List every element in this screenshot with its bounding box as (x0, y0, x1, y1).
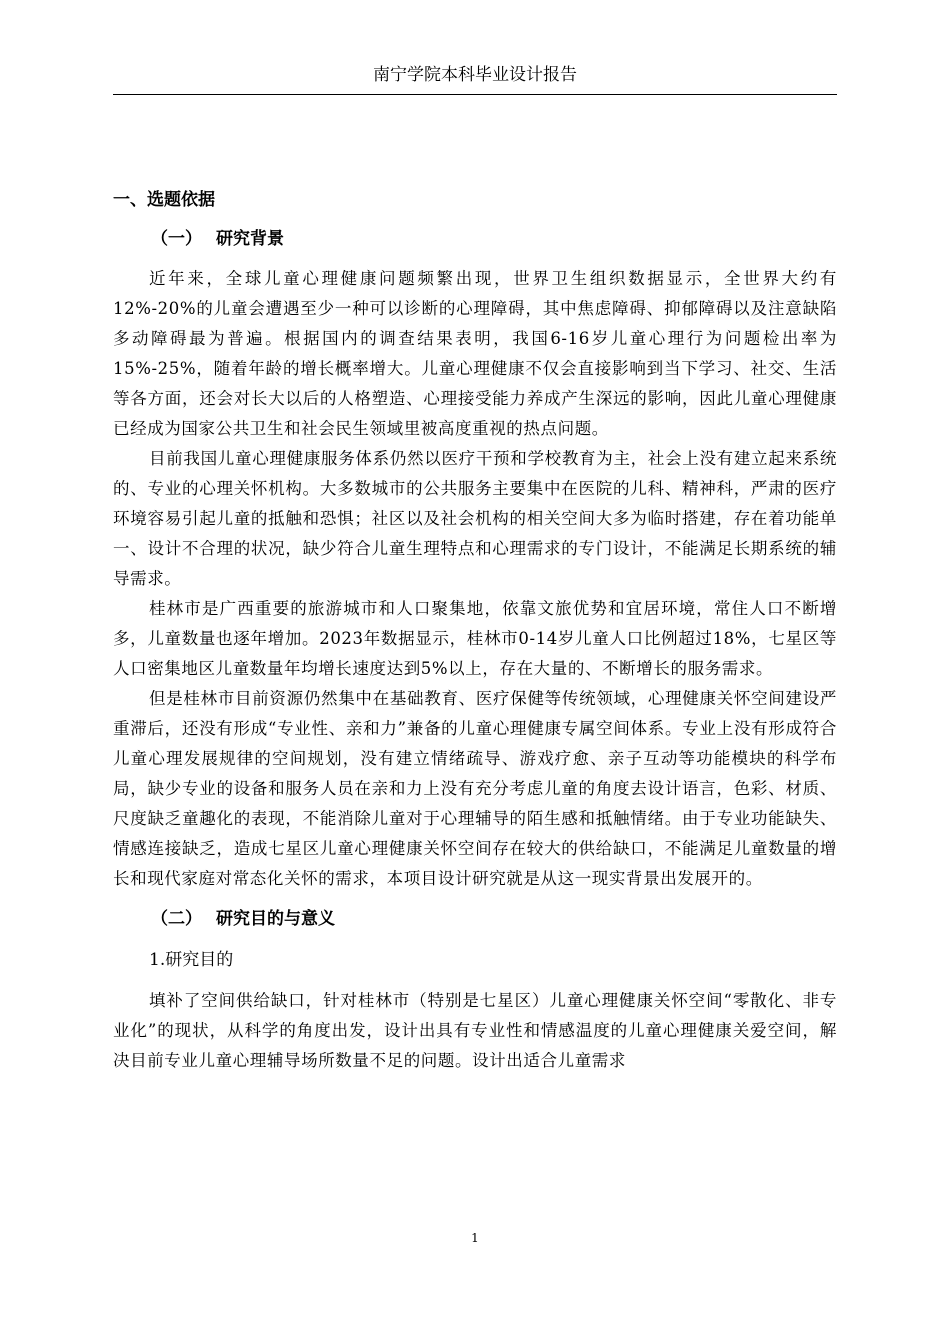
paragraph: 桂林市是广西重要的旅游城市和人口聚集地，依靠文旅优势和宜居环境，常住人口不断增多，儿童数量也逐年增加。2023年数据显示，桂林市0-14岁儿童人口比例超过18%，七星区等人口密集地区儿童数量年均增长速度达到5%以上，存在大量的、不断增长的服务需求。 (113, 599, 837, 678)
paragraph: 目前我国儿童心理健康服务体系仍然以医疗干预和学校教育为主，社会上没有建立起来系统的、专业的心理关怀机构。大多数城市的公共服务主要集中在医院的儿科、精神科，严肃的医疗环境容易引起儿童的抵触和恐惧；社区以及社会机构的相关空间大多为临时搭建，存在着功能单一、设计不合理的状况，缺少符合儿童生理特点和心理需求的专门设计，不能满足长期系统的辅导需求。 (113, 449, 837, 588)
subsection-title: 研究目的与意义 (216, 909, 335, 929)
paragraph: 近年来，全球儿童心理健康问题频繁出现，世界卫生组织数据显示，全世界大约有12%-20%的儿童会遭遇至少一种可以诊断的心理障碍，其中焦虑障碍、抑郁障碍以及注意缺陷多动障碍最为普遍。根据国内的调查结果表明，我国6-16岁儿童心理行为问题检出率为15%-25%，随着年龄的增长概率增大。儿童心理健康不仅会直接影响到当下学习、社交、生活等各方面，还会对长大以后的人格塑造、心理接受能力养成产生深远的影响，因此儿童心理健康已经成为国家公共卫生和社会民生领域里被高度重视的热点问题。 (113, 269, 837, 438)
header-rule (113, 94, 837, 95)
paragraph: 填补了空间供给缺口，针对桂林市（特别是七星区）儿童心理健康关怀空间“零散化、非专业化”的现状，从科学的角度出发，设计出具有专业性和情感温度的儿童心理健康关爱空间，解决目前专业儿童心理辅导场所数量不足的问题。设计出适合儿童需求 (113, 991, 837, 1070)
subsection-number: （二） (151, 909, 202, 929)
subsection-heading-background (113, 222, 837, 256)
spacer (113, 894, 837, 902)
document-body (113, 183, 837, 1076)
paragraph: 但是桂林市目前资源仍然集中在基础教育、医疗保健等传统领域，心理健康关怀空间建设严重滞后，还没有形成“专业性、亲和力”兼备的儿童心理健康专属空间体系。专业上没有形成符合儿童心理发展规律的空间规划，没有建立情绪疏导、游戏疗愈、亲子互动等功能模块的科学布局，缺少专业的设备和服务人员在亲和力上没有充分考虑儿童的角度去设计语言，色彩、材质、尺度缺乏童趣化的表现，不能消除儿童对于心理辅导的陌生感和抵触情绪。由于专业功能缺失、情感连接缺乏，造成七星区儿童心理健康关怀空间存在较大的供给缺口，不能满足儿童数量的增长和现代家庭对常态化关怀的需求，本项目设计研究就是从这一现实背景出发展开的。 (113, 689, 837, 888)
subsection-heading-purpose (113, 902, 837, 936)
page-number: 1 (471, 1231, 479, 1245)
page-header: 南宁学院本科毕业设计报告 (373, 65, 577, 85)
subsection-title: 研究背景 (216, 229, 284, 249)
sub-subsection-heading: 1.研究目的 (149, 950, 234, 970)
section-heading: 一、选题依据 (113, 190, 215, 210)
subsection-number: （一） (151, 229, 202, 249)
